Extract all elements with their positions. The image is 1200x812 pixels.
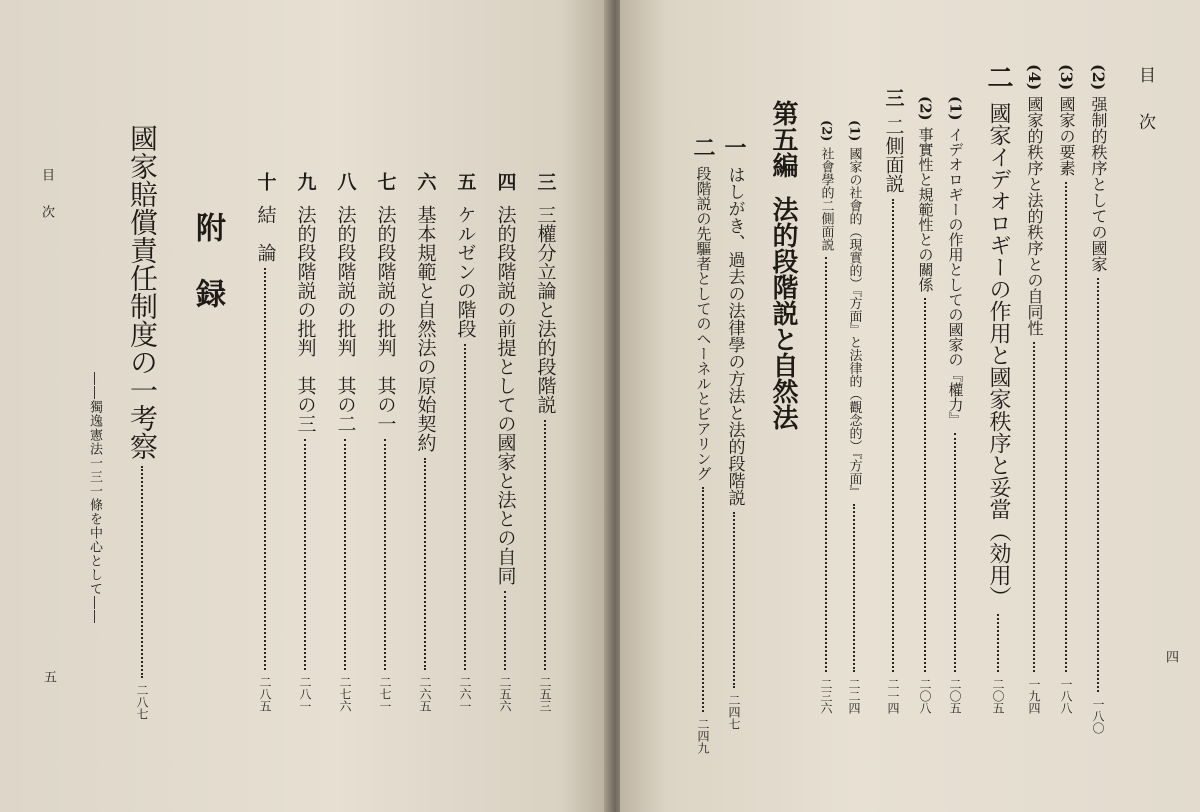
toc-entry[interactable] [946,96,964,714]
appendix-label: 附録 [190,212,225,344]
leader-dots [304,439,306,670]
toc-entry[interactable] [454,172,476,712]
entry-text: 社會學的二側面説 [818,147,834,252]
entry-number: 八 [334,172,357,191]
entry-text: 結 論 [254,205,277,262]
toc-entry[interactable] [254,172,276,712]
toc-entry[interactable] [916,96,934,714]
entry-page: 二四九 [696,718,710,754]
entry-page: 二六五 [418,676,432,712]
toc-entry[interactable] [494,172,516,712]
part-title-number: 第五編 [768,100,798,178]
entry-number: 三 [882,88,905,107]
leader-dots [264,268,266,670]
entry-number: 九 [294,172,317,191]
leader-dots [924,298,926,672]
entry-number: (2) [1089,64,1108,91]
entry-number: (3) [1057,64,1076,91]
entry-text: 强制的秩序としての國家 [1089,96,1108,273]
toc-entry[interactable] [882,88,904,714]
entry-text: ケルゼンの階段 [454,205,477,338]
entry-page: 一八八 [1059,678,1073,714]
entry-text: 事實性と規範性との關係 [916,126,935,292]
entry-text: 國家の社會的（現實的）『方面』と法律的（觀念的）『方面』 [846,147,862,499]
entry-page: 二四七 [727,694,741,730]
entry-text: 三權分立論と法的段階説 [534,205,557,414]
right-entries [690,64,1108,754]
leader-dots [853,504,855,672]
toc-entry[interactable] [334,172,356,712]
toc-entry[interactable] [846,120,862,714]
entry-text: 國家的秩序と法的秩序との自同性 [1025,96,1044,337]
appendix-subtitle: ――獨逸憲法一三一條を中心として―― [87,372,102,624]
entry-text: はしがき、過去の法律學の方法と法的段階説 [724,166,745,506]
entry-number: (1) [846,120,862,142]
leader-dots [733,512,735,688]
entry-text: 國家の要素 [1057,96,1076,177]
leader-dots [702,487,704,712]
toc-entry[interactable] [1056,64,1076,714]
entry-text: 國家イデオロギーの作用と國家秩序と妥當（効用） [986,102,1011,608]
entry-page: 一八〇 [1091,698,1105,734]
entry-page: 二八一 [298,676,312,712]
entry-number: 五 [454,172,477,191]
appendix-title: 國家賠償責任制度の一考察 [126,124,159,460]
entry-number: 六 [414,172,437,191]
toc-entry[interactable] [374,172,396,712]
entry-page: 一九四 [1027,678,1041,714]
entry-text: 二側面説 [882,117,905,193]
toc-entry[interactable] [534,172,556,712]
toc-entry[interactable] [414,172,436,712]
leader-dots [504,591,506,670]
entry-text: 法的段階説の批判 其の一 [374,205,397,433]
leader-dots [954,433,956,672]
entry-number: 二 [983,64,1013,90]
entry-number: (4) [1025,64,1044,91]
toc-entry[interactable] [818,120,834,714]
leader-dots [424,458,426,670]
toc-entry[interactable] [1024,64,1044,714]
entry-number: (1) [946,96,965,121]
entry-page: 二〇五 [991,678,1005,714]
entry-number: (2) [916,96,935,121]
leader-dots [344,439,346,670]
left-entries [254,172,556,712]
entry-text: 段階説の先驅者としてのヘーネルとビアリング [694,166,713,481]
entry-text: イデオロギーの作用としての國家の『權力』 [946,126,965,427]
leader-dots [1097,278,1099,692]
part-title [770,100,796,430]
right-page-number: 四 [1163,650,1178,663]
leader-dots [825,257,827,672]
entry-page: 二〇八 [918,678,932,714]
leader-dots [141,466,143,678]
entry-text: 法的段階説の批判 其の二 [334,205,357,433]
toc-entry[interactable] [690,136,716,754]
entry-number: 七 [374,172,397,191]
entry-text: 法的段階説の前提としての國家と法との自同 [494,205,517,585]
leader-dots [464,344,466,670]
appendix-entry[interactable] [126,124,159,720]
toc-entry[interactable] [984,64,1012,714]
toc-entry[interactable] [1088,64,1108,734]
leader-dots [384,439,386,670]
entry-page: 二七六 [338,676,352,712]
entry-page: 二八五 [258,676,272,712]
entry-page: 二三六 [819,678,833,714]
entry-number: 二 [690,136,716,158]
entry-text: 法的段階説の批判 其の三 [294,205,317,433]
entry-number: (2) [818,120,834,142]
left-page-number: 五 [41,670,56,683]
toc-entry[interactable] [294,172,316,712]
entry-page: 二五三 [538,676,552,712]
entry-text: 基本規範と自然法の原始契約 [414,205,437,452]
entry-page: 二五六 [498,676,512,712]
entry-page: 二二四 [847,678,861,714]
entry-number: 四 [494,172,517,191]
part-title-text: 法的段階説と自然法 [768,196,798,430]
leader-dots [997,614,999,672]
leader-dots [544,420,546,670]
left-running-header: 目次 [39,168,54,242]
entry-number: 十 [254,172,277,191]
entry-page: 二〇五 [948,678,962,714]
leader-dots [1065,182,1067,672]
entry-page: 二一四 [886,678,900,714]
entry-page: 二七一 [378,676,392,712]
entry-number: 三 [534,172,557,191]
entry-page: 二六一 [458,676,472,712]
right-page [620,0,1200,812]
leader-dots [1033,342,1035,672]
right-running-header: 目次 [1135,66,1155,160]
appendix-page: 二八七 [135,684,149,720]
leader-dots [892,199,894,672]
toc-entry[interactable] [721,136,747,730]
entry-number: 一 [721,136,747,158]
